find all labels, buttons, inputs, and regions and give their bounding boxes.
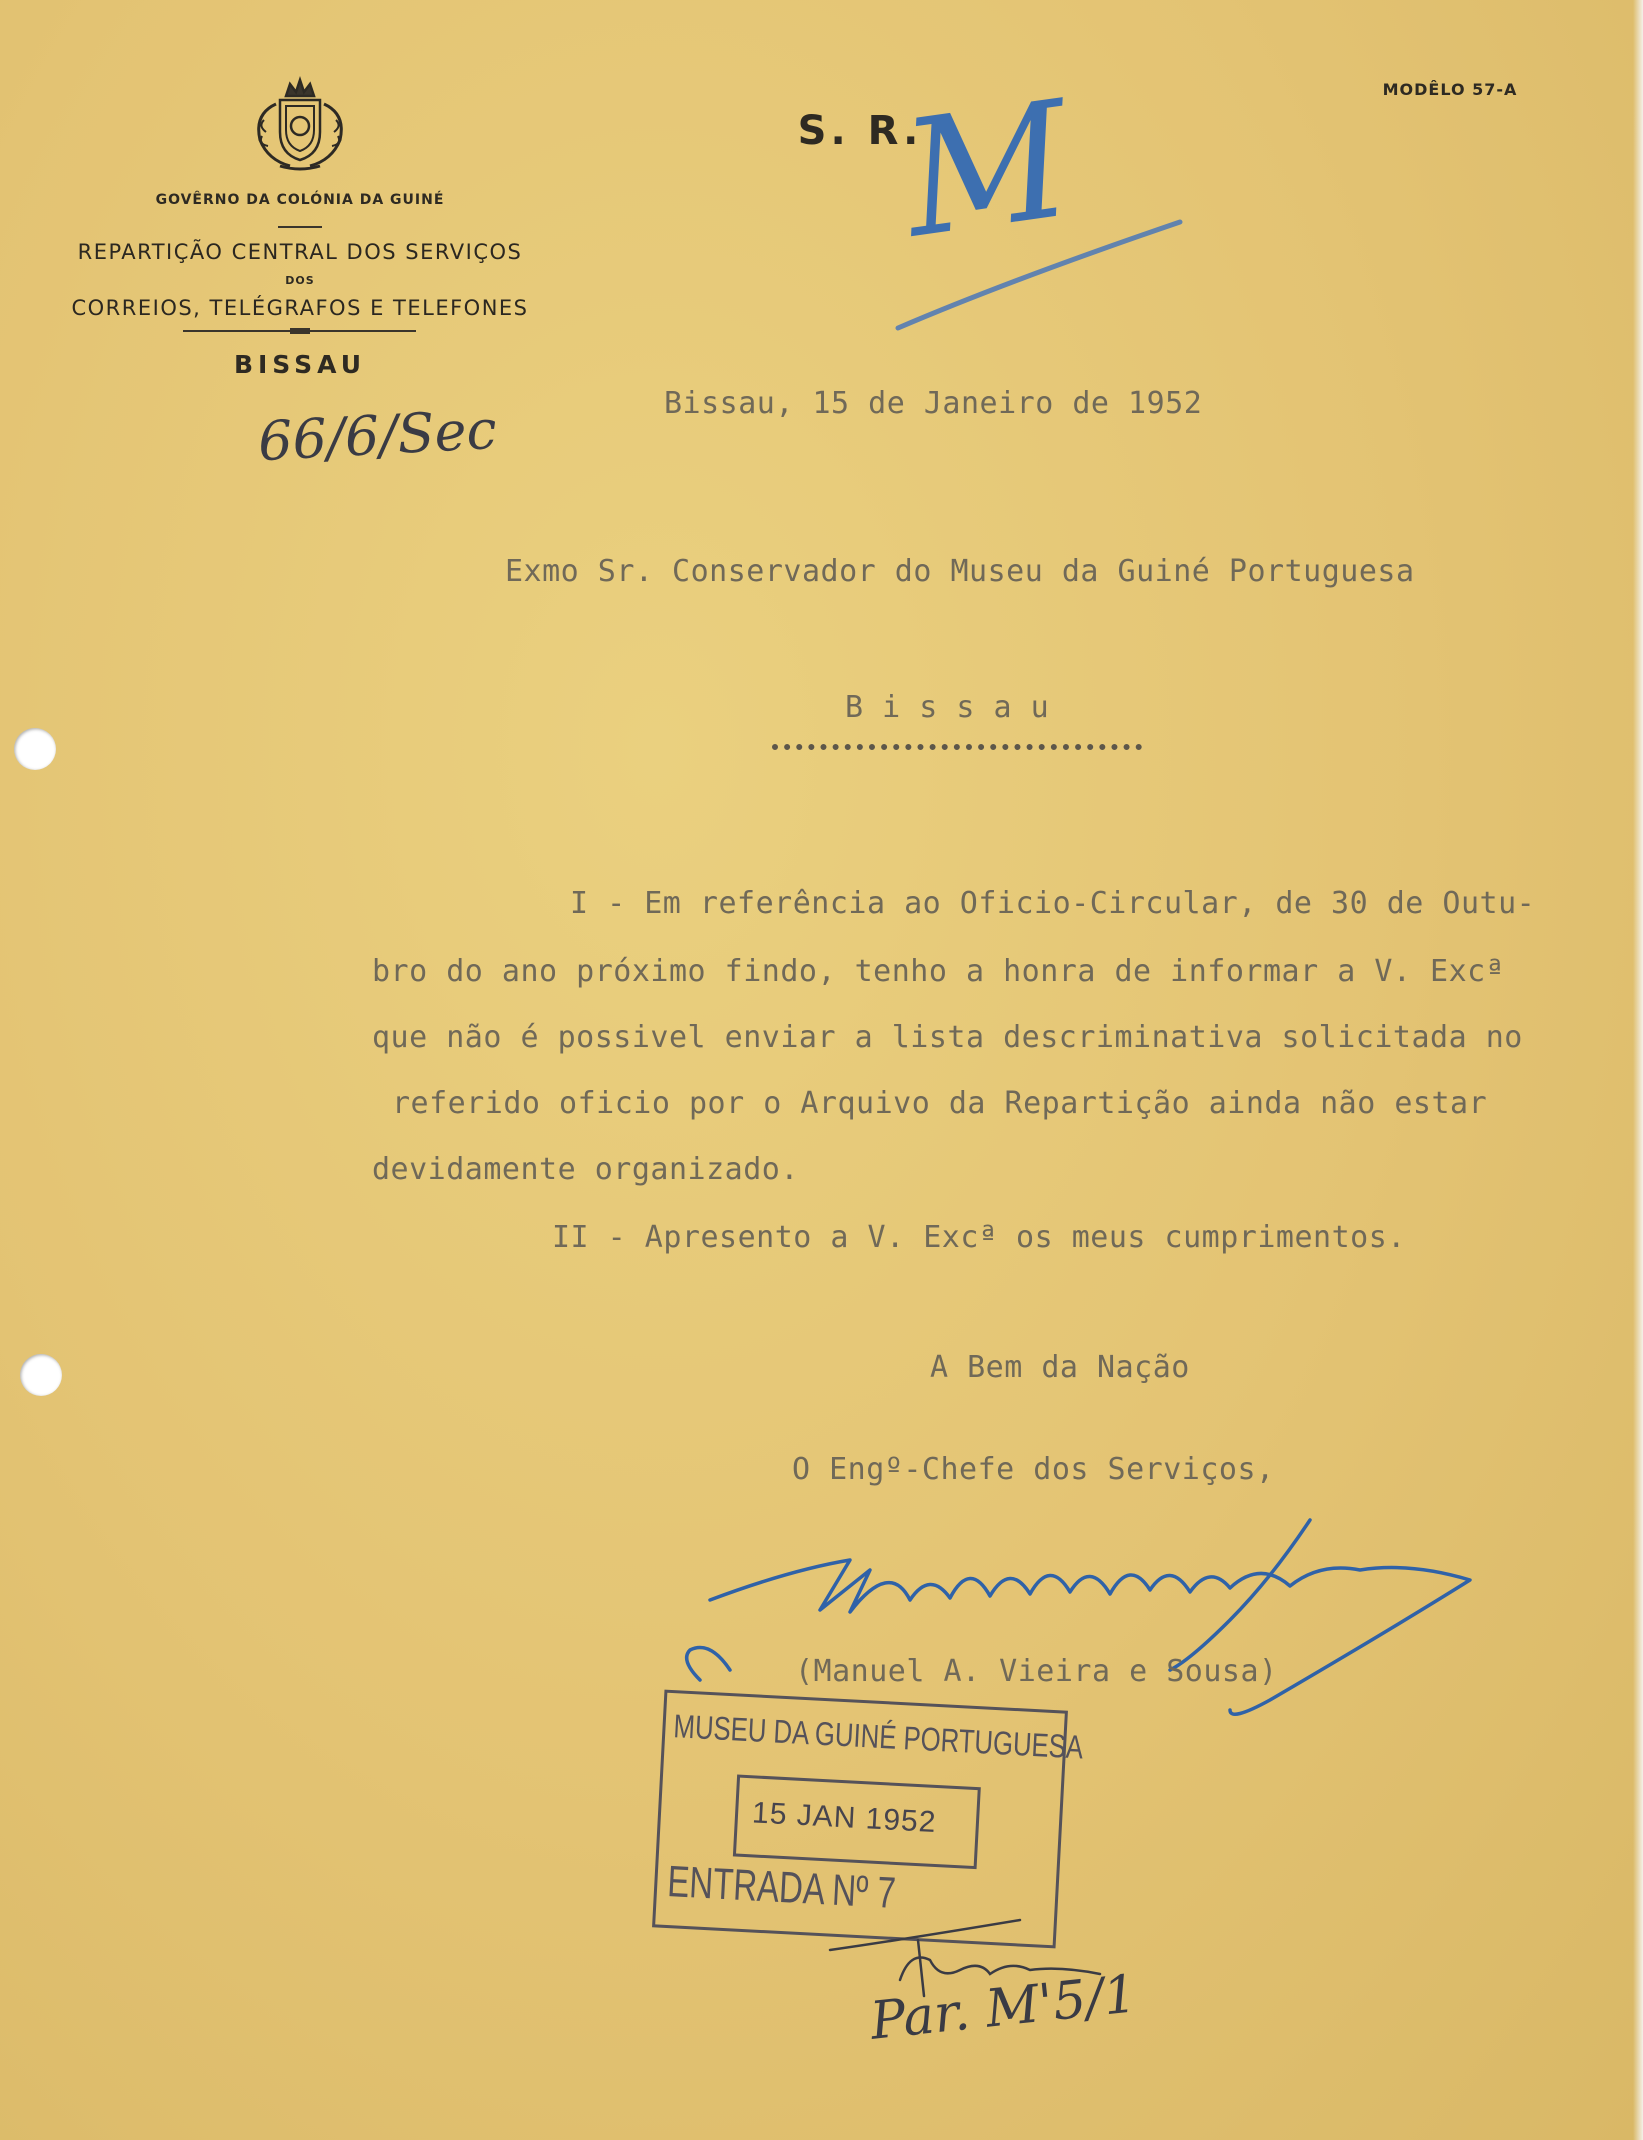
paragraph1-line2: bro do ano próximo findo, tenho a honra de informar a V. Excª bbox=[372, 954, 1505, 989]
closing-formula: A Bem da Nação bbox=[930, 1350, 1190, 1385]
header-rule-mark bbox=[290, 328, 310, 334]
paragraph1-line1: I - Em referência ao Oficio-Circular, de 30 de Outu- bbox=[570, 886, 1536, 921]
punch-hole-top bbox=[14, 728, 56, 770]
stamp-date: 15 JAN 1952 bbox=[751, 1796, 938, 1839]
office-name-line1: REPARTIÇÃO CENTRAL DOS SERVIÇOS bbox=[77, 240, 523, 264]
dotted-underline bbox=[772, 744, 1142, 750]
government-name: GOVÊRNO DA COLÓNIA DA GUINÉ bbox=[155, 192, 445, 208]
signer-title: O Engº-Chefe dos Serviços, bbox=[792, 1452, 1275, 1487]
form-model: MODÊLO 57-A bbox=[1382, 80, 1518, 99]
office-name-line2: DOS bbox=[285, 274, 315, 287]
letter-date: Bissau, 15 de Janeiro de 1952 bbox=[664, 386, 1203, 421]
coat-of-arms-icon bbox=[246, 74, 354, 174]
signer-name: (Manuel A. Vieira e Sousa) bbox=[795, 1654, 1278, 1689]
sr-label: S. R. bbox=[797, 108, 923, 154]
header-rule-short bbox=[278, 226, 322, 228]
blue-pencil-stroke bbox=[890, 210, 1190, 340]
office-name-line3: CORREIOS, TELÉGRAFOS E TELEFONES bbox=[71, 296, 529, 320]
handwritten-initial: M bbox=[892, 65, 1081, 274]
stamp-institution: MUSEU DA GUINÉ PORTUGUESA bbox=[672, 1707, 1085, 1766]
punch-hole-bottom bbox=[20, 1354, 62, 1396]
paragraph2: II - Apresento a V. Excª os meus cumprimentos. bbox=[552, 1220, 1406, 1255]
header-city: BISSAU bbox=[233, 350, 367, 379]
recipient-title: Exmo Sr. Conservador do Museu da Guiné Portuguesa bbox=[505, 554, 1415, 589]
archive-note: Par. M'5/1 bbox=[867, 1964, 1140, 2052]
handwritten-reference: 66/6/Sec bbox=[256, 397, 499, 474]
paragraph1-line3: que não é possivel enviar a lista descriminativa solicitada no bbox=[372, 1020, 1523, 1055]
paragraph1-line5: devidamente organizado. bbox=[372, 1152, 799, 1187]
paragraph1-line4: referido oficio por o Arquivo da Repartição ainda não estar bbox=[392, 1086, 1488, 1121]
stamp-date-box bbox=[733, 1775, 981, 1870]
recipient-city: B i s s a u bbox=[845, 690, 1050, 725]
stamp-entry: ENTRADA Nº 7 bbox=[666, 1857, 897, 1918]
